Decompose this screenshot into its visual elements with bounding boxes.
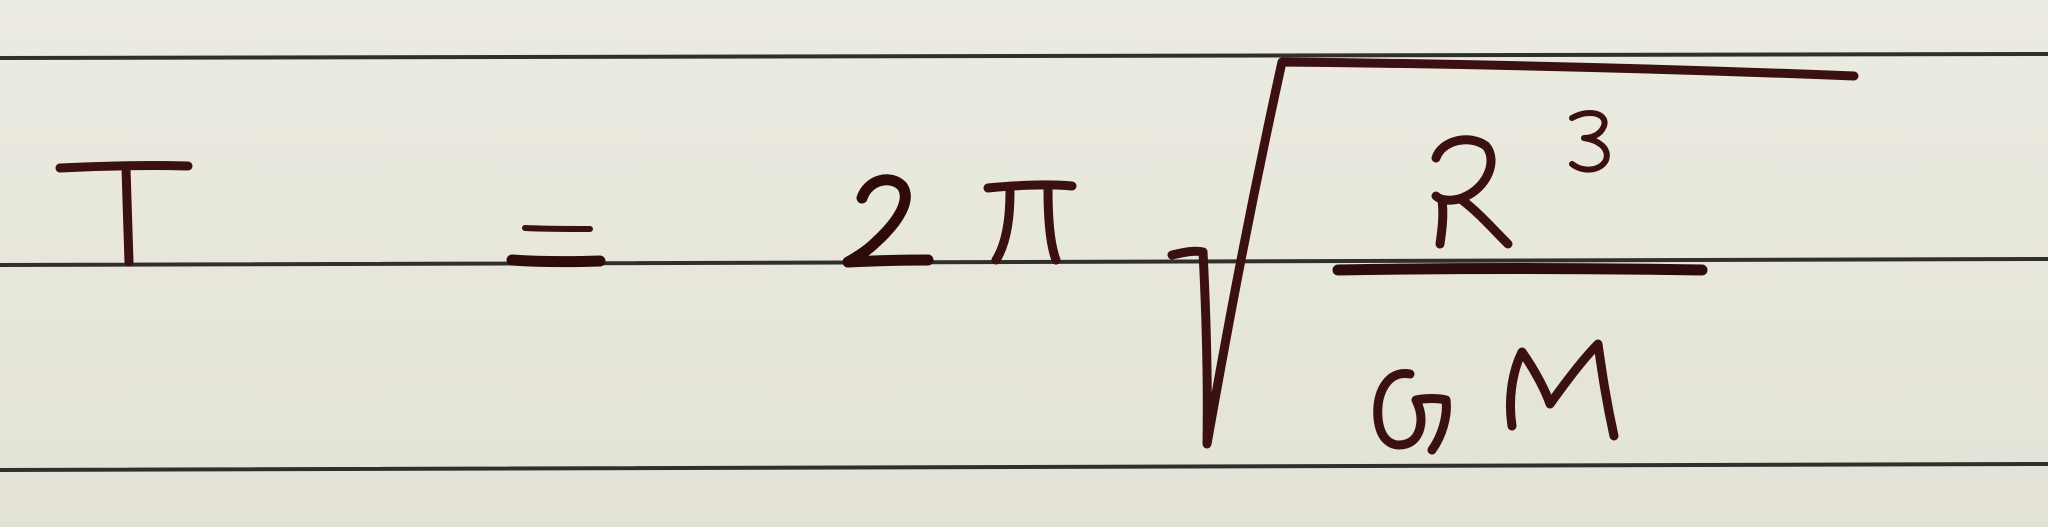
glyph-denominator-G: [1378, 374, 1447, 450]
glyph-denominator-M: [1510, 344, 1614, 436]
glyph-coefficient-2: [848, 180, 928, 262]
glyph-equals: [512, 228, 600, 262]
fraction-bar: [1338, 269, 1702, 271]
glyph-exponent-3: [1572, 113, 1607, 170]
ruled-line-middle: [0, 259, 2048, 265]
ruled-line-top: [0, 54, 2048, 58]
glyph-lhs-T: [60, 166, 188, 262]
glyph-pi: [988, 185, 1072, 260]
ruled-line-bottom: [0, 464, 2048, 470]
glyph-numerator-R: [1436, 140, 1508, 244]
